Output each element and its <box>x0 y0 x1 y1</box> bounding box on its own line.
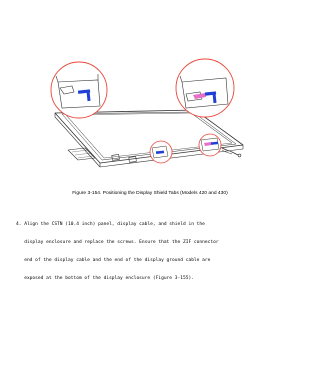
step-line: 4. Align the CSTN (10.4 inch) panel, display cable, and shield in the <box>16 221 205 227</box>
callout-top-left <box>51 62 107 118</box>
figure-illustration <box>0 0 300 190</box>
step-line: display enclosure and replace the screws. Ensure that the ZIF connector <box>16 239 219 245</box>
callout-right <box>199 134 221 156</box>
callout-top-right <box>176 59 234 117</box>
callout-bottom-center <box>150 141 172 163</box>
figure-caption: Figure 3-154. Positioning the Display Shield Tabs (Models 420 and 430) <box>72 191 228 196</box>
instruction-step <box>16 210 219 288</box>
step-line: end of the display cable and the end of the display ground cable are <box>16 257 211 263</box>
step-line: exposed at the bottom of the display enclosure (Figure 3-155). <box>16 275 194 281</box>
ribbon-connector <box>68 148 95 160</box>
